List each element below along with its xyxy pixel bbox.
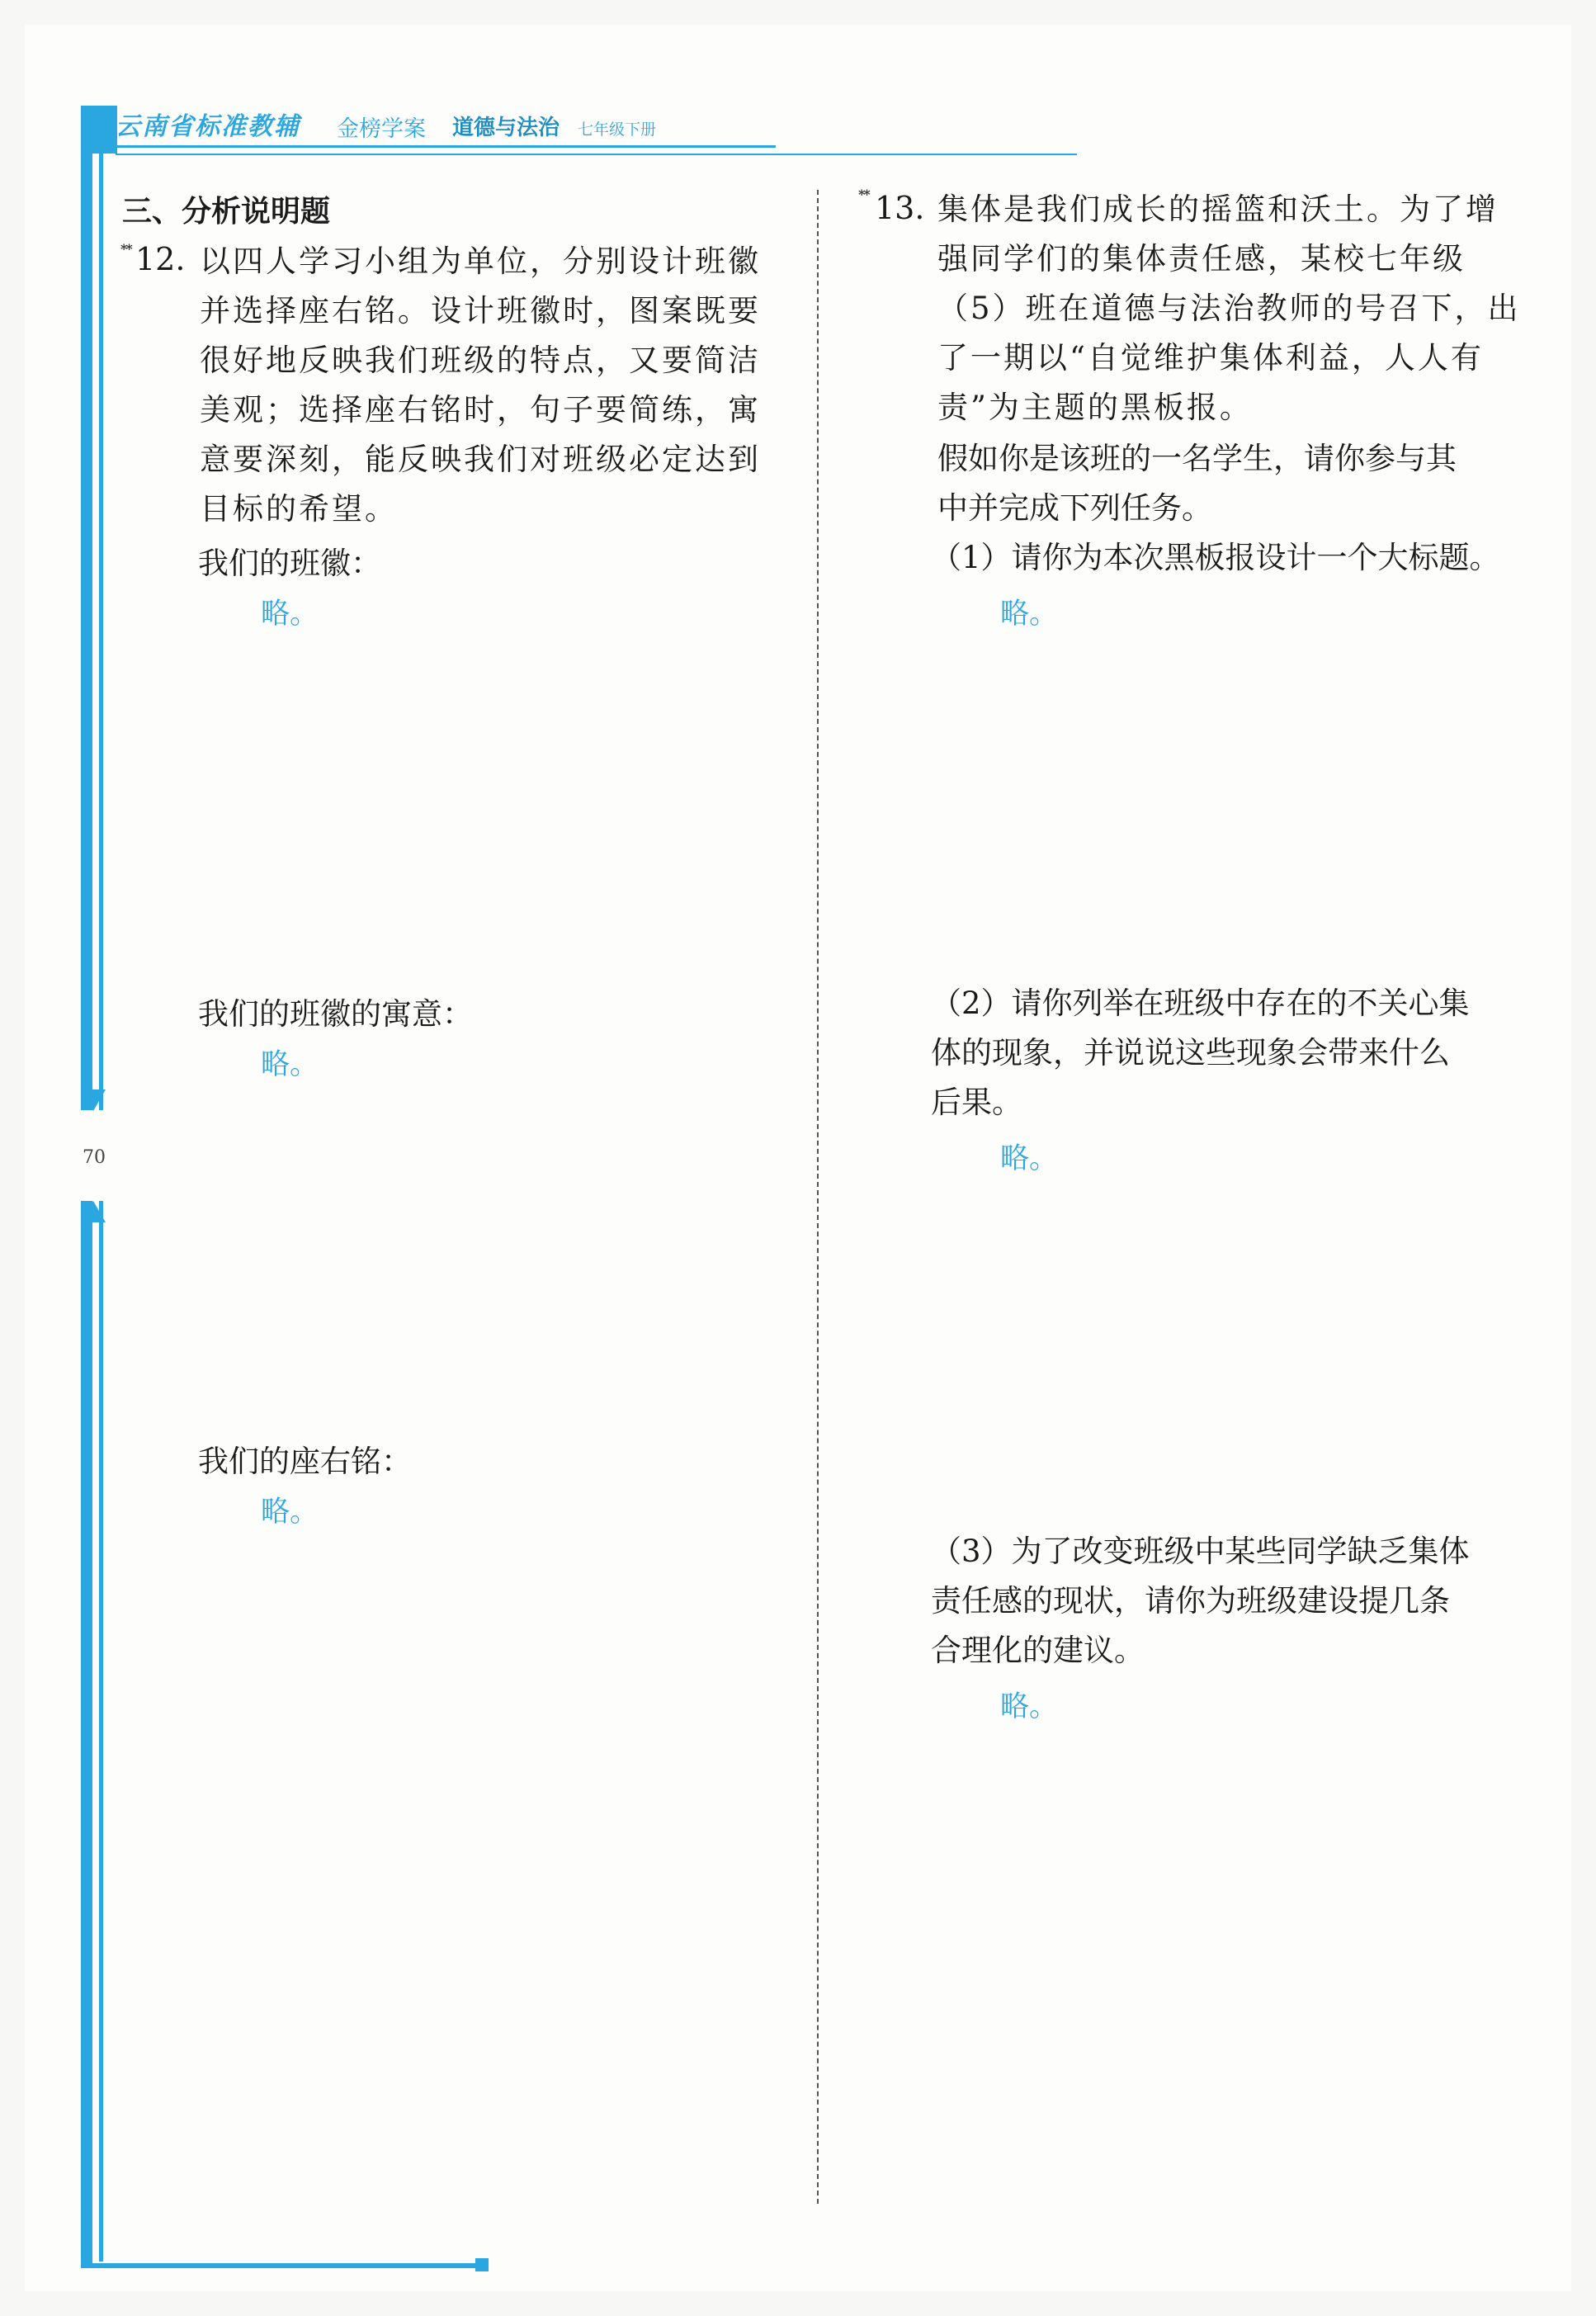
question-number: 13.	[875, 190, 925, 226]
page-number: 70	[83, 1147, 106, 1168]
text-line: 美观；选择座右铭时，句子要简练，寓	[200, 392, 761, 428]
header-grade: 七年级下册	[578, 121, 657, 139]
header-subject: 道德与法治	[452, 116, 560, 140]
difficulty-mark: **	[120, 241, 131, 257]
text-line: 责任感的现状，请你为班级建设提几条	[931, 1583, 1450, 1619]
text-line: 假如你是该班的一名学生，请你参与其	[937, 441, 1457, 476]
text-line: 集体是我们成长的摇篮和沃土。为了增	[937, 191, 1499, 227]
text-line: （1）请你为本次黑板报设计一个大标题。	[931, 540, 1500, 575]
header-accent-block	[81, 106, 117, 154]
badge-answer: 略。	[261, 598, 319, 631]
header-rule-long	[116, 154, 1077, 155]
question-13-text	[937, 185, 1521, 432]
margin-notch-top	[81, 1089, 106, 1111]
question-number: 12.	[135, 241, 186, 277]
text-line: 并选择座右铭。设计班徽时，图案既要	[200, 293, 761, 328]
subquestion-2	[931, 979, 1470, 1127]
motto-answer: 略。	[261, 1496, 319, 1529]
motto-label: 我们的座右铭：	[198, 1444, 412, 1479]
text-line: 意要深刻，能反映我们对班级必定达到	[200, 442, 761, 477]
column-divider	[817, 190, 819, 2204]
text-line: 中并完成下列任务。	[937, 490, 1212, 526]
question-13-intro	[937, 434, 1457, 533]
subquestion-3-answer: 略。	[1000, 1690, 1059, 1723]
header-rule	[116, 145, 776, 148]
header-brand: 云南省标准教辅	[116, 112, 300, 141]
text-line: 以四人学习小组为单位，分别设计班徽	[200, 243, 761, 279]
bottom-rule	[81, 2263, 481, 2268]
text-line: （5）班在道德与法治教师的号召下，出	[937, 291, 1521, 326]
subquestion-1-answer: 略。	[1000, 598, 1059, 631]
badge-label: 我们的班徽：	[198, 546, 381, 581]
margin-notch-bottom	[81, 1201, 106, 1222]
text-line: 很好地反映我们班级的特点，又要简洁	[200, 343, 761, 378]
subquestion-3	[931, 1527, 1470, 1676]
text-line: 强同学们的集体责任感，某校七年级	[937, 241, 1466, 277]
text-line: 了一期以“自觉维护集体利益，人人有	[937, 340, 1484, 376]
text-line: 体的现象，并说说这些现象会带来什么	[931, 1035, 1450, 1071]
badge-meaning-label: 我们的班徽的寓意：	[198, 996, 473, 1032]
text-line: 合理化的建议。	[931, 1633, 1145, 1668]
text-line: （3）为了改变班级中某些同学缺乏集体	[931, 1534, 1470, 1569]
subquestion-1	[931, 533, 1500, 583]
section-title: 三、分析说明题	[122, 195, 331, 229]
header-book-title: 金榜学案	[337, 116, 426, 142]
bottom-square-marker	[475, 2258, 489, 2271]
text-line: 后果。	[931, 1085, 1022, 1120]
difficulty-mark: **	[858, 187, 869, 202]
subquestion-2-answer: 略。	[1000, 1142, 1059, 1175]
question-12-text	[200, 237, 761, 534]
badge-meaning-answer: 略。	[261, 1048, 319, 1081]
text-line: 目标的希望。	[200, 491, 398, 527]
text-line: （2）请你列举在班级中存在的不关心集	[931, 985, 1470, 1021]
text-line: 责”为主题的黑板报。	[937, 390, 1253, 425]
